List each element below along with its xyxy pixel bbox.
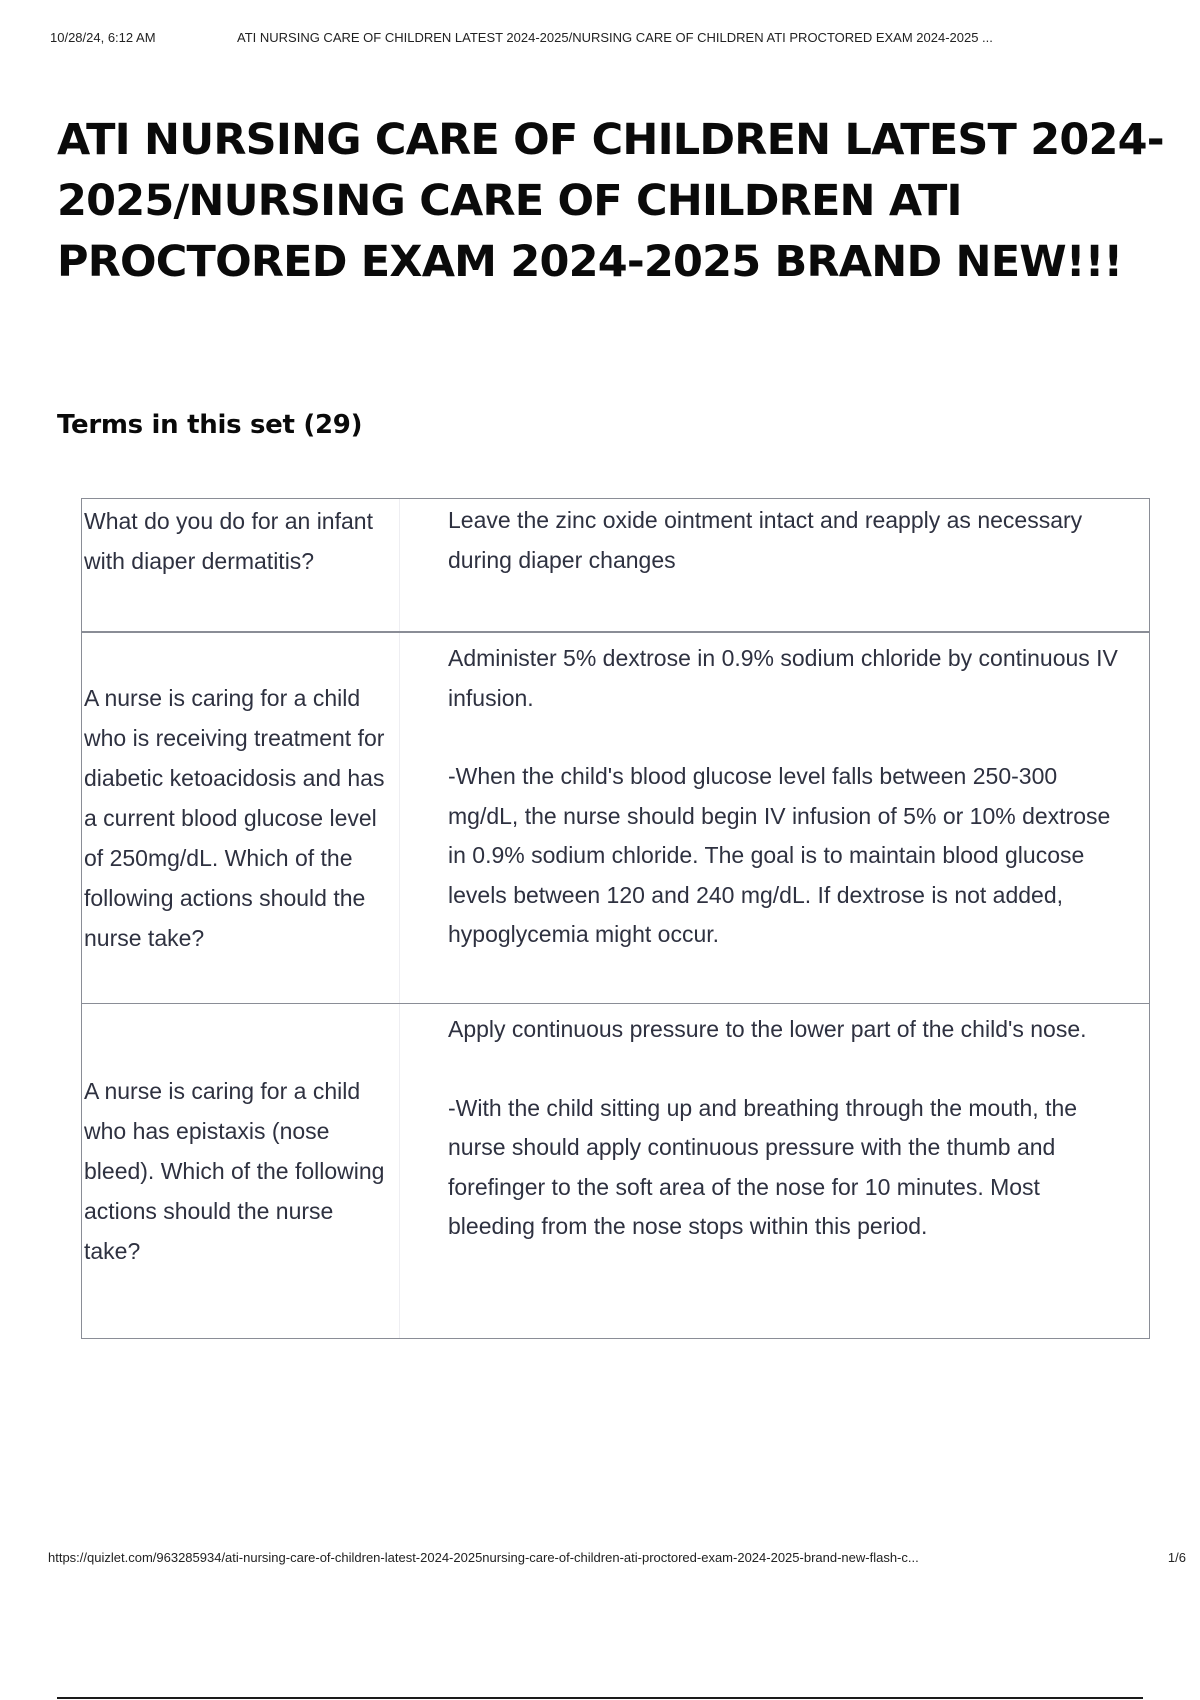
terms-heading: Terms in this set (29) [57, 410, 363, 440]
term-text [82, 499, 400, 631]
definition-answer: Apply continuous pressure to the lower part of the child's nose. [448, 1016, 1087, 1042]
term-row [82, 1004, 1149, 1338]
term-question: What do you do for an infant with diaper dermatitis? [84, 508, 373, 574]
definition-answer: Leave the zinc oxide ointment intact and reapply as necessary during diaper changes [448, 507, 1083, 573]
term-row [82, 633, 1149, 1004]
definition-text [400, 633, 1149, 1003]
definition-text [400, 1004, 1149, 1338]
page-number: 1/6 [1167, 1550, 1186, 1565]
definition-spacer [448, 1050, 1119, 1089]
terms-table [81, 498, 1150, 1339]
definition-answer: Administer 5% dextrose in 0.9% sodium chloride by continuous IV infusion. [448, 645, 1118, 711]
definition-rationale: -With the child sitting up and breathing through the mouth, the nurse should apply continuous pressure with the thumb and forefinger to the soft area of the nose for 10 minutes. Most bleeding from the nose stops within this period. [448, 1094, 1078, 1239]
term-text [82, 633, 400, 1003]
definition-text [400, 499, 1149, 631]
term-question: A nurse is caring for a child who is receiving treatment for diabetic ketoacidosis and has a current blood glucose level of 250mg/dL. Which of the following actions should the nurse take? [84, 685, 385, 951]
print-header [50, 30, 1180, 50]
term-question: A nurse is caring for a child who has epistaxis (nose bleed). Which of the following actions should the nurse take? [84, 1078, 385, 1264]
definition-rationale: -When the child's blood glucose level falls between 250-300 mg/dL, the nurse should begin IV infusion of 5% or 10% dextrose in 0.9% sodium chloride. The goal is to maintain blood glucose levels between 120 and 240 mg/dL. If dextrose is not added, hypoglycemia might occur. [448, 763, 1111, 947]
bottom-divider [57, 1697, 1143, 1699]
term-text [82, 1004, 400, 1338]
definition-spacer [448, 718, 1119, 757]
print-doc-title: ATI NURSING CARE OF CHILDREN LATEST 2024-2025/NURSING CARE OF CHILDREN ATI PROCTORED EXAM 2024-2025 ... [237, 30, 993, 45]
print-date: 10/28/24, 6:12 AM [50, 30, 156, 45]
print-footer [48, 1550, 1186, 1570]
page-title: ATI NURSING CARE OF CHILDREN LATEST 2024-2025/NURSING CARE OF CHILDREN ATI PROCTORED EXAM 2024-2025 BRAND NEW!!! [57, 115, 1164, 287]
term-row [82, 499, 1149, 633]
print-url[interactable]: https://quizlet.com/963285934/ati-nursing-care-of-children-latest-2024-2025nursing-care-of-children-ati-proctored-exam-2024-2025-brand-new-flash-c... [48, 1550, 919, 1565]
